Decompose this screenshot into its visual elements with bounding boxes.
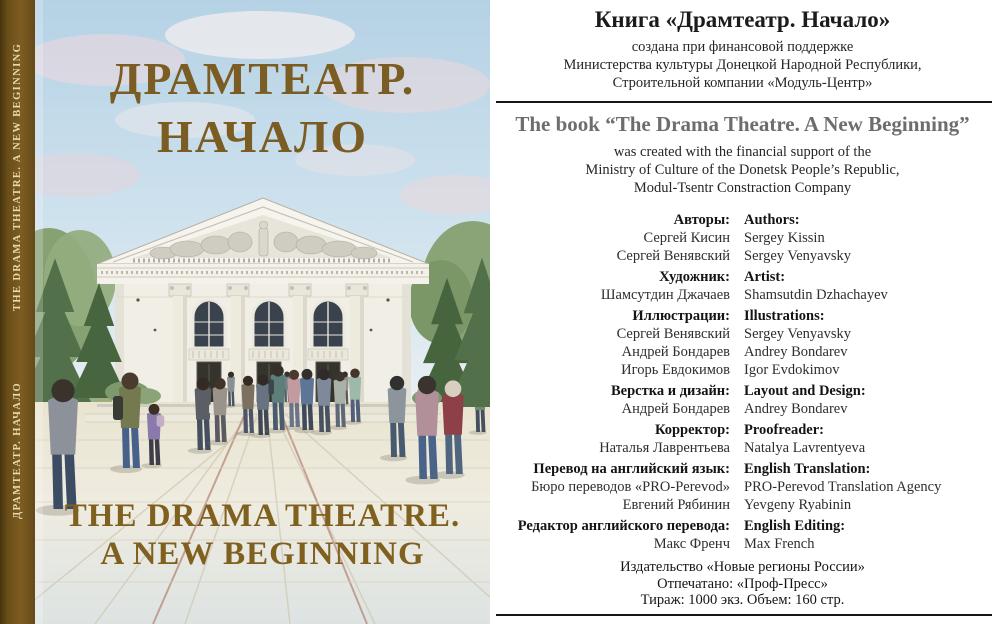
russian-header [490,6,995,92]
credit-label-en: Authors: [744,212,800,228]
credit-name-en: Andrey Bondarev [744,401,848,417]
credit-name-ru: Андрей Бондарев [621,344,730,360]
cover-title-english [35,497,490,573]
credit-label-ru: Авторы: [673,212,730,228]
credit-label-en: Proofreader: [744,422,824,438]
credit-label-ru: Верстка и дизайн: [610,383,730,399]
credit-name-en: Sergey Venyavsky [744,248,851,264]
credit-name-ru: Сергей Венявский [616,248,730,264]
spine-title-russian: ДРАМТЕАТР. НАЧАЛО [12,381,23,519]
credit-label-ru: Перевод на английский язык: [533,461,730,477]
cover-title-english-line2: A NEW BEGINNING [100,536,425,572]
credit-group-artist [490,268,995,304]
cover-title-russian [35,50,490,166]
credit-name-ru: Наталья Лаврентьева [599,440,730,456]
support-line-en-3: Modul-Tsentr Constraction Company [633,179,852,196]
support-line-en-1: was created with the financial support of the [613,144,872,160]
credit-label-ru: Корректор: [654,422,730,438]
credit-label-en: English Translation: [744,461,871,477]
credit-group-english-editing [490,517,995,553]
credit-name-ru: Бюро переводов «PRO-Perevod» [531,479,730,495]
book-title-english: The book “The Drama Theatre. A New Beginning” [515,112,970,136]
credit-label-ru: Иллюстрации: [632,308,730,324]
credit-name-ru: Сергей Кисин [643,230,730,246]
printer-line: Отпечатано: «Проф-Пресс» [657,575,828,592]
credit-label-en: Illustrations: [744,308,825,324]
credit-name-en: Shamsutdin Dzhachayev [744,287,888,303]
cover-title-english-line1: THE DRAMA THEATRE. [64,498,461,534]
credit-name-ru: Игорь Евдокимов [621,362,730,378]
credit-group-authors [490,211,995,265]
book-title-russian: Книга «Драмтеатр. Начало» [594,7,891,32]
english-header [490,111,995,197]
credit-name-en: Yevgeny Ryabinin [744,497,852,513]
divider-rule-top [496,101,992,103]
credit-group-proofreader [490,421,995,457]
credit-name-en: Sergey Kissin [744,230,825,246]
credits-list [490,211,995,553]
book-cover [0,0,490,624]
credit-name-ru: Андрей Бондарев [621,401,730,417]
imprint-footer [490,559,995,609]
credit-label-en: Artist: [744,269,786,285]
credit-name-en: Max French [744,536,815,552]
cover-title-russian-line2: НАЧАЛО [156,111,369,162]
spine-title-english: THE DRAMA THEATRE. A NEW BEGINNING [12,42,23,312]
credit-label-ru: Редактор английского перевода: [517,518,730,534]
support-line-en-2: Ministry of Culture of the Donetsk People’s Republic, [585,161,900,178]
support-line-ru-3: Строительной компании «Модуль-Центр» [612,74,873,91]
credit-name-en: Andrey Bondarev [744,344,848,360]
publisher-line: Издательство «Новые регионы России» [620,559,865,575]
print-run-line: Тираж: 1000 экз. Объем: 160 стр. [640,592,845,608]
credit-name-ru: Сергей Венявский [616,326,730,342]
credit-group-translation [490,460,995,514]
colophon-page [490,0,995,624]
credit-group-illustrations [490,307,995,379]
credit-name-ru: Шамсутдин Джачаев [600,287,730,303]
support-line-ru-2: Министерства культуры Донецкой Народной Республики, [563,56,922,73]
credit-name-en: Igor Evdokimov [744,362,840,378]
cover-title-russian-line1: ДРАМТЕАТР. [109,53,416,104]
credit-label-en: Layout and Design: [744,383,866,399]
divider-rule-bottom [496,614,992,616]
credit-label-ru: Художник: [659,269,730,285]
credit-name-en: Natalya Lavrentyeva [744,440,866,456]
support-line-ru-1: создана при финансовой поддержке [631,39,854,55]
credit-name-en: Sergey Venyavsky [744,326,851,342]
book-spine [0,0,35,624]
credit-name-ru: Евгений Рябинин [622,497,730,513]
credit-name-ru: Макс Френч [653,536,730,552]
credit-label-en: English Editing: [744,518,846,534]
credit-name-en: PRO-Perevod Translation Agency [744,479,942,495]
credit-group-layout [490,382,995,418]
